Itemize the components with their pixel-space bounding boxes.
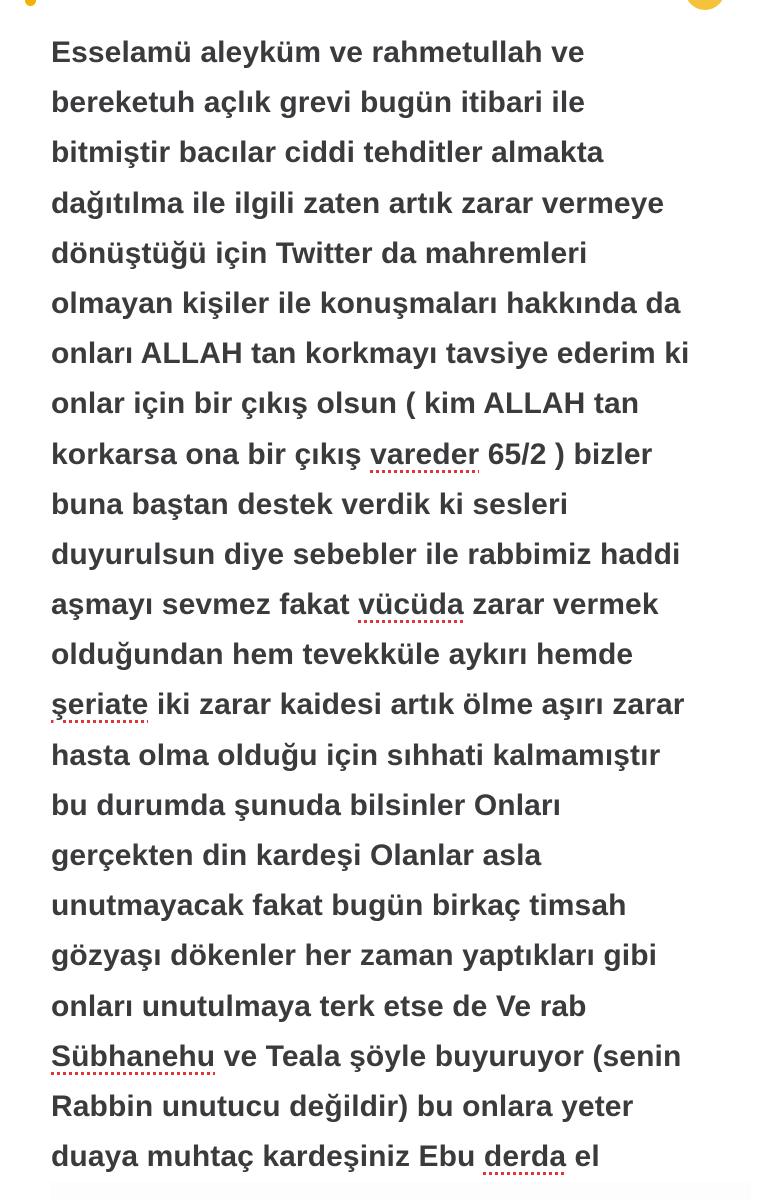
note-line — [51, 78, 751, 128]
misspelled-word[interactable]: şeriate — [51, 688, 149, 722]
cursor-handle-icon[interactable] — [25, 0, 36, 6]
note-text-segment: el — [566, 1140, 600, 1174]
note-text-segment: dönüştüğü için Twitter da mahremleri — [51, 236, 588, 270]
note-text-segment: hasta olma olduğu için sıhhati kalmamıştır — [51, 738, 661, 772]
note-line — [51, 831, 751, 881]
note-text-segment: bitmiştir bacılar ciddi tehditler almakta — [51, 136, 604, 170]
note-text-segment: Rabbin unutucu değildir) bu onlara yeter — [51, 1089, 634, 1123]
note-text-segment: dağıtılma ile ilgili zaten artık zarar vermeye — [51, 186, 665, 220]
emoji-face-icon — [685, 0, 725, 10]
misspelled-word[interactable]: Sübhanehu — [51, 1039, 216, 1073]
note-text-segment: iki zarar kaidesi artık ölme aşırı zarar — [148, 688, 685, 722]
misspelled-word[interactable]: vücüda — [358, 588, 464, 622]
note-line — [51, 630, 751, 680]
note-line — [51, 781, 751, 831]
note-text-segment: ve Teala şöyle buyuruyor (senin — [215, 1039, 682, 1073]
note-line — [51, 1032, 751, 1082]
note-line — [51, 1132, 751, 1182]
note-text-segment: 65/2 ) bizler — [479, 437, 653, 471]
note-text-segment: duyurulsun diye sebebler ile rabbimiz haddi — [51, 537, 681, 571]
note-text-segment: olduğundan hem tevekküle aykırı hemde — [51, 638, 634, 672]
note-text-segment: aşmayı sevmez fakat — [51, 588, 359, 622]
note-text-segment: gözyaşı dökenler her zaman yaptıkları gibi — [51, 939, 658, 973]
note-line — [51, 881, 751, 931]
note-line — [51, 279, 751, 329]
note-line — [51, 480, 751, 530]
note-line — [51, 379, 751, 429]
note-line — [51, 580, 751, 630]
note-text-segment: buna baştan destek verdik ki sesleri — [51, 487, 569, 521]
note-text-segment: onları unutulmaya terk etse de Ve rab — [51, 989, 587, 1023]
note-text-segment: bereketuh açlık grevi bugün itibari ile — [51, 86, 586, 120]
note-text-segment: korkarsa ona bir çıkış — [51, 437, 371, 471]
note-text-segment: duaya muhtaç kardeşiniz Ebu — [51, 1140, 484, 1174]
note-line — [51, 931, 751, 981]
cut-off-line — [51, 1182, 751, 1200]
note-line — [51, 128, 751, 178]
note-text-segment: unutmayacak fakat bugün birkaç timsah — [51, 889, 627, 923]
note-text-body[interactable] — [51, 28, 751, 1182]
note-line — [51, 680, 751, 730]
note-line — [51, 179, 751, 229]
note-line — [51, 982, 751, 1032]
note-line — [51, 28, 751, 78]
note-text-segment: onları ALLAH tan korkmayı tavsiye ederim ki — [51, 337, 690, 371]
misspelled-word[interactable]: vareder — [370, 437, 480, 471]
top-strip — [0, 0, 765, 12]
note-line — [51, 530, 751, 580]
note-line — [51, 329, 751, 379]
note-line — [51, 229, 751, 279]
note-line — [51, 1082, 751, 1132]
note-text-segment: bu durumda şunuda bilsinler Onları — [51, 788, 562, 822]
note-text-segment: zarar vermek — [463, 588, 659, 622]
note-text-segment: gerçekten din kardeşi Olanlar asla — [51, 839, 542, 872]
note-text-segment: onlar için bir çıkış olsun ( kim ALLAH tan — [51, 387, 640, 421]
note-line — [51, 731, 751, 781]
note-text-segment: Esselamü aleyküm ve rahmetullah ve — [51, 36, 585, 69]
note-line — [51, 430, 751, 480]
misspelled-word[interactable]: derda — [483, 1140, 567, 1174]
note-text-segment: olmayan kişiler ile konuşmaları hakkında da — [51, 286, 681, 320]
